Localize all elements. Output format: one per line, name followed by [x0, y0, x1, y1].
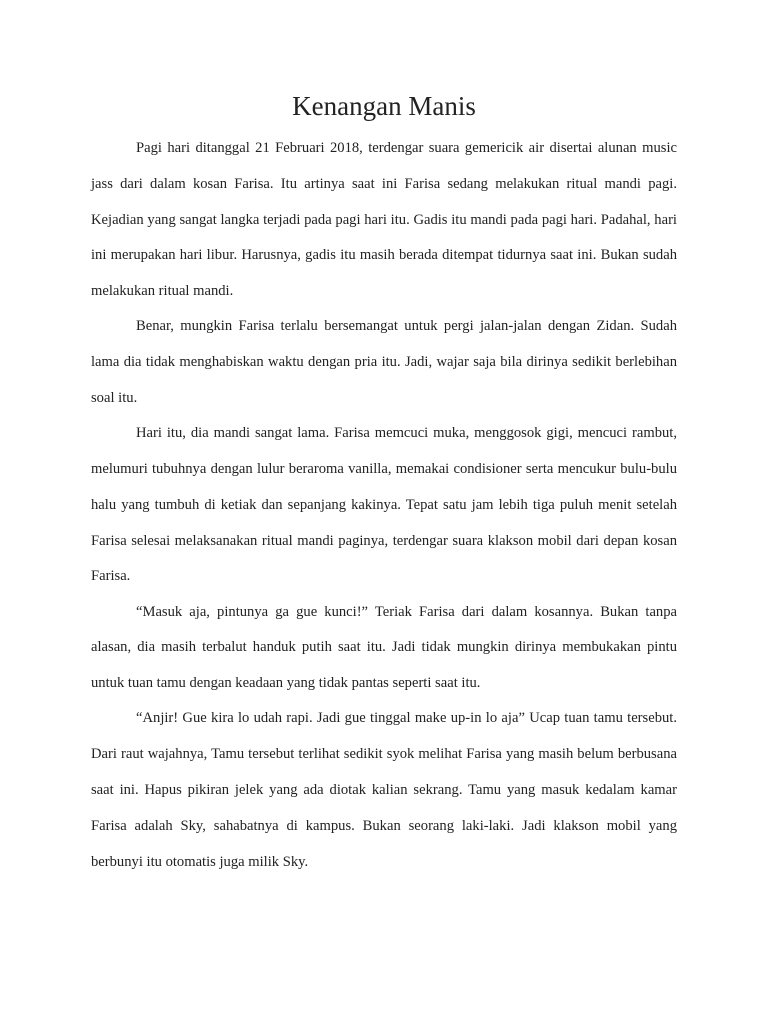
paragraph-5: “Anjir! Gue kira lo udah rapi. Jadi gue tinggal make up-in lo aja” Ucap tuan tamu tersebut. Dari raut wajahnya, Tamu tersebut terlihat sedikit syok melihat Farisa yang masih belum berbusana saat ini. Hapus pikiran jelek yang ada diotak kalian sekrang. Tamu yang masuk kedalam kamar Farisa adalah Sky, sahabatnya di kampus. Bukan seorang laki-laki. Jadi klakson mobil yang berbunyi itu otomatis juga milik Sky.	[91, 710, 677, 870]
paragraph-3: Hari itu, dia mandi sangat lama. Farisa memcuci muka, menggosok gigi, mencuci rambut, melumuri tubuhnya dengan lulur beraroma vanilla, memakai condisioner serta mencukur bulu-bulu halu yang tumbuh di ketiak dan sepanjang kakinya. Tepat satu jam lebih tiga puluh menit setelah Farisa selesai melaksanakan ritual mandi paginya, terdengar suara klakson mobil dari depan kosan Farisa.	[91, 425, 677, 585]
paragraph-2: Benar, mungkin Farisa terlalu bersemangat untuk pergi jalan-jalan dengan Zidan. Sudah lama dia tidak menghabiskan waktu dengan pria itu. Jadi, wajar saja bila dirinya sedikit berlebihan soal itu.	[91, 318, 677, 406]
document-title: Kenangan Manis	[292, 91, 476, 121]
paragraph-1: Pagi hari ditanggal 21 Februari 2018, terdengar suara gemericik air disertai alunan music jass dari dalam kosan Farisa. Itu artinya saat ini Farisa sedang melakukan ritual mandi pagi. Kejadian yang sangat langka terjadi pada pagi hari itu. Gadis itu mandi pada pagi hari. Padahal, hari ini merupakan hari libur. Harusnya, gadis itu masih berada ditempat tidurnya saat ini. Bukan sudah melakukan ritual mandi.	[91, 140, 677, 300]
document-body	[91, 131, 677, 880]
paragraph-4: “Masuk aja, pintunya ga gue kunci!” Teriak Farisa dari dalam kosannya. Bukan tanpa alasan, dia masih terbalut handuk putih saat itu. Jadi tidak mungkin dirinya membukakan pintu untuk tuan tamu dengan keadaan yang tidak pantas seperti saat itu.	[91, 603, 677, 692]
